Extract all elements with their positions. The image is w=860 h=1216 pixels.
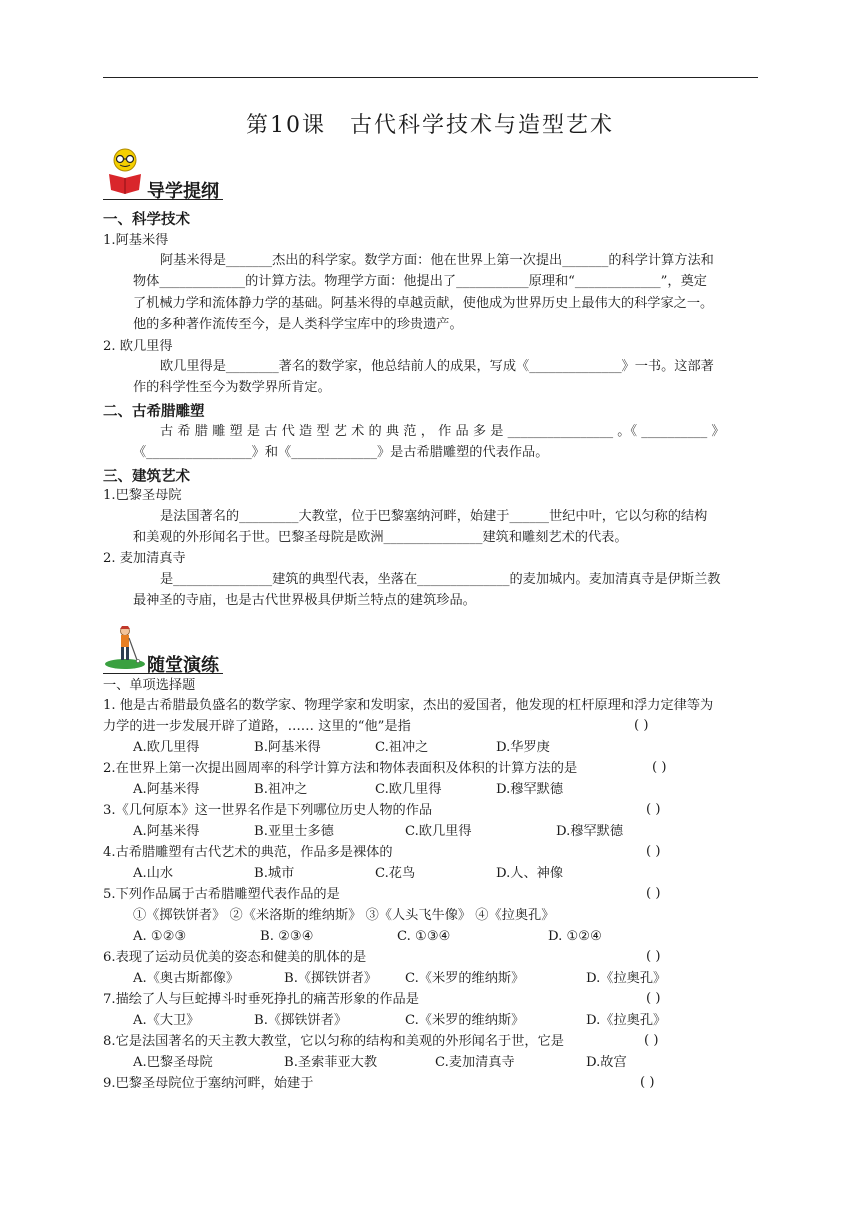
q7-option-b: B.《掷铁饼者》 <box>254 1013 348 1028</box>
q5-option-c: C. ①③④ <box>397 929 451 944</box>
answer-slot-4[interactable]: ( ) <box>646 844 661 859</box>
q5-option-a: A. ①②③ <box>133 929 187 944</box>
sculpture-line-1: 古 希 腊 雕 塑 是 古 代 造 型 艺 术 的 典 范 ， 作 品 多 是 ________________ 。《 __________ 》 <box>160 424 725 439</box>
answer-slot-1[interactable]: ( ) <box>634 718 649 733</box>
q2-option-a: A.阿基米得 <box>133 782 200 797</box>
q3-option-b: B.亚里士多德 <box>254 824 334 839</box>
q5-option-d: D. ①②④ <box>548 929 602 944</box>
answer-slot-8[interactable]: ( ) <box>644 1033 659 1048</box>
euclid-line-2: 作的科学性至今为数学界所肯定。 <box>133 380 331 395</box>
answer-slot-6[interactable]: ( ) <box>646 949 661 964</box>
question-9: 9.巴黎圣母院位于塞纳河畔，始建于 <box>103 1076 314 1091</box>
mecca-line-2: 最神圣的寺庙，也是古代世界极具伊斯兰特点的建筑珍品。 <box>133 593 476 608</box>
question-8: 8.它是法国著名的天主教大教堂，它以匀称的结构和美观的外形闻名于世，它是 <box>103 1034 564 1049</box>
guide-heading-label: 导学提纲 <box>147 181 219 202</box>
q7-option-d: D.《拉奥孔》 <box>586 1013 667 1028</box>
item-notre-dame-title: 1.巴黎圣母院 <box>103 488 182 503</box>
question-2: 2.在世界上第一次提出圆周率的科学计算方法和物体表面积及体积的计算方法的是 <box>103 761 578 776</box>
practice-heading-label: 随堂演练 <box>147 655 219 676</box>
q4-option-b: B.城市 <box>254 866 295 881</box>
mecca-line-1: 是_______________建筑的典型代表，坐落在______________的麦加城内。麦加清真寺是伊斯兰教 <box>160 572 721 587</box>
q4-option-d: D.人、神像 <box>496 866 564 881</box>
q4-option-c: C.花鸟 <box>375 866 416 881</box>
archimedes-line-3: 了机械力学和流体静力学的基础。阿基米得的卓越贡献，使他成为世界历史上最伟大的科学家之一。 <box>133 296 714 311</box>
q6-option-b: B.《掷铁饼者》 <box>284 971 378 986</box>
answer-slot-3[interactable]: ( ) <box>646 802 661 817</box>
q3-option-c: C.欧几里得 <box>405 824 472 839</box>
q2-option-d: D.穆罕默德 <box>496 782 564 797</box>
archimedes-line-2: 物体_____________的计算方法。物理学方面：他提出了___________原理和“_____________”，奠定 <box>133 274 707 289</box>
section-sculpture: 二、古希腊雕塑 <box>103 404 205 420</box>
q1-option-a: A.欧几里得 <box>133 740 200 755</box>
q8-option-c: C.麦加清真寺 <box>435 1055 515 1070</box>
header-rule <box>103 77 758 78</box>
guide-heading-underline <box>103 199 223 200</box>
q8-option-b: B.圣索菲亚大教 <box>284 1055 378 1070</box>
euclid-line-1: 欧几里得是________著名的数学家，他总结前人的成果，写成《______________》一书。这部著 <box>160 359 714 374</box>
q6-option-c: C.《米罗的维纳斯》 <box>405 971 525 986</box>
q1-option-b: B.阿基米得 <box>254 740 321 755</box>
q7-option-c: C.《米罗的维纳斯》 <box>405 1013 525 1028</box>
archimedes-line-1: 阿基米得是_______杰出的科学家。数学方面：他在世界上第一次提出_______的科学计算方法和 <box>160 253 714 268</box>
notre-dame-line-1: 是法国著名的_________大教堂，位于巴黎塞纳河畔，始建于______世纪中叶，它以匀称的结构 <box>160 509 708 524</box>
q7-option-a: A.《大卫》 <box>133 1013 200 1028</box>
question-1-line-2: 力学的进一步发展开辟了道路，…… 这里的“他”是指 <box>103 719 411 734</box>
section-science: 一、科学技术 <box>103 212 190 228</box>
question-6: 6.表现了运动员优美的姿态和健美的肌体的是 <box>103 950 367 965</box>
question-1-line-1: 1. 他是古希腊最负盛名的数学家、物理学家和发明家，杰出的爱国者，他发现的杠杆原理和浮力定律等为 <box>103 698 714 713</box>
item-euclid-title: 2. 欧几里得 <box>103 339 173 354</box>
q2-option-c: C.欧几里得 <box>375 782 442 797</box>
q5-option-b: B. ②③④ <box>260 929 314 944</box>
q8-option-a: A.巴黎圣母院 <box>133 1055 213 1070</box>
answer-slot-9[interactable]: ( ) <box>640 1075 655 1090</box>
q1-option-c: C.祖冲之 <box>375 740 429 755</box>
q6-option-d: D.《拉奥孔》 <box>586 971 667 986</box>
question-4: 4.古希腊雕塑有古代艺术的典范，作品多是裸体的 <box>103 845 393 860</box>
item-mecca-title: 2. 麦加清真寺 <box>103 551 186 566</box>
q4-option-a: A.山水 <box>133 866 174 881</box>
lesson-title: 第10课 古代科学技术与造型艺术 <box>246 113 614 138</box>
q3-option-d: D.穆罕默德 <box>556 824 624 839</box>
answer-slot-2[interactable]: ( ) <box>652 760 667 775</box>
sculpture-line-2: 《________________》和《_____________》是古希腊雕塑的代表作品。 <box>133 445 549 460</box>
q8-option-d: D.故宫 <box>586 1055 627 1070</box>
question-5: 5.下列作品属于古希腊雕塑代表作品的是 <box>103 887 340 902</box>
guide-heading <box>103 172 243 202</box>
golfer-icon <box>103 622 147 670</box>
q2-option-b: B.祖冲之 <box>254 782 308 797</box>
question-7: 7.描绘了人与巨蛇搏斗时垂死挣扎的痛苦形象的作品是 <box>103 992 419 1007</box>
item-archimedes-title: 1.阿基米得 <box>103 233 169 248</box>
q6-option-a: A.《奥古斯都像》 <box>133 971 240 986</box>
q1-option-d: D.华罗庚 <box>496 740 550 755</box>
reading-student-icon <box>103 148 147 196</box>
answer-slot-7[interactable]: ( ) <box>646 991 661 1006</box>
question-3: 3.《几何原本》这一世界名作是下列哪位历史人物的作品 <box>103 803 433 818</box>
archimedes-line-4: 他的多种著作流传至今，是人类科学宝库中的珍贵遗产。 <box>133 317 463 332</box>
practice-heading <box>103 646 243 676</box>
notre-dame-line-2: 和美观的外形闻名于世。巴黎圣母院是欧洲_______________建筑和雕刻艺术的代表。 <box>133 530 628 545</box>
practice-heading-underline <box>103 673 223 674</box>
answer-slot-5[interactable]: ( ) <box>646 886 661 901</box>
q3-option-a: A.阿基米得 <box>133 824 200 839</box>
q5-items: ①《掷铁饼者》 ②《米洛斯的维纳斯》 ③《人头飞牛像》 ④《拉奥孔》 <box>133 908 555 923</box>
section-architecture: 三、建筑艺术 <box>103 469 190 485</box>
section-single-choice: 一、单项选择题 <box>103 678 196 693</box>
